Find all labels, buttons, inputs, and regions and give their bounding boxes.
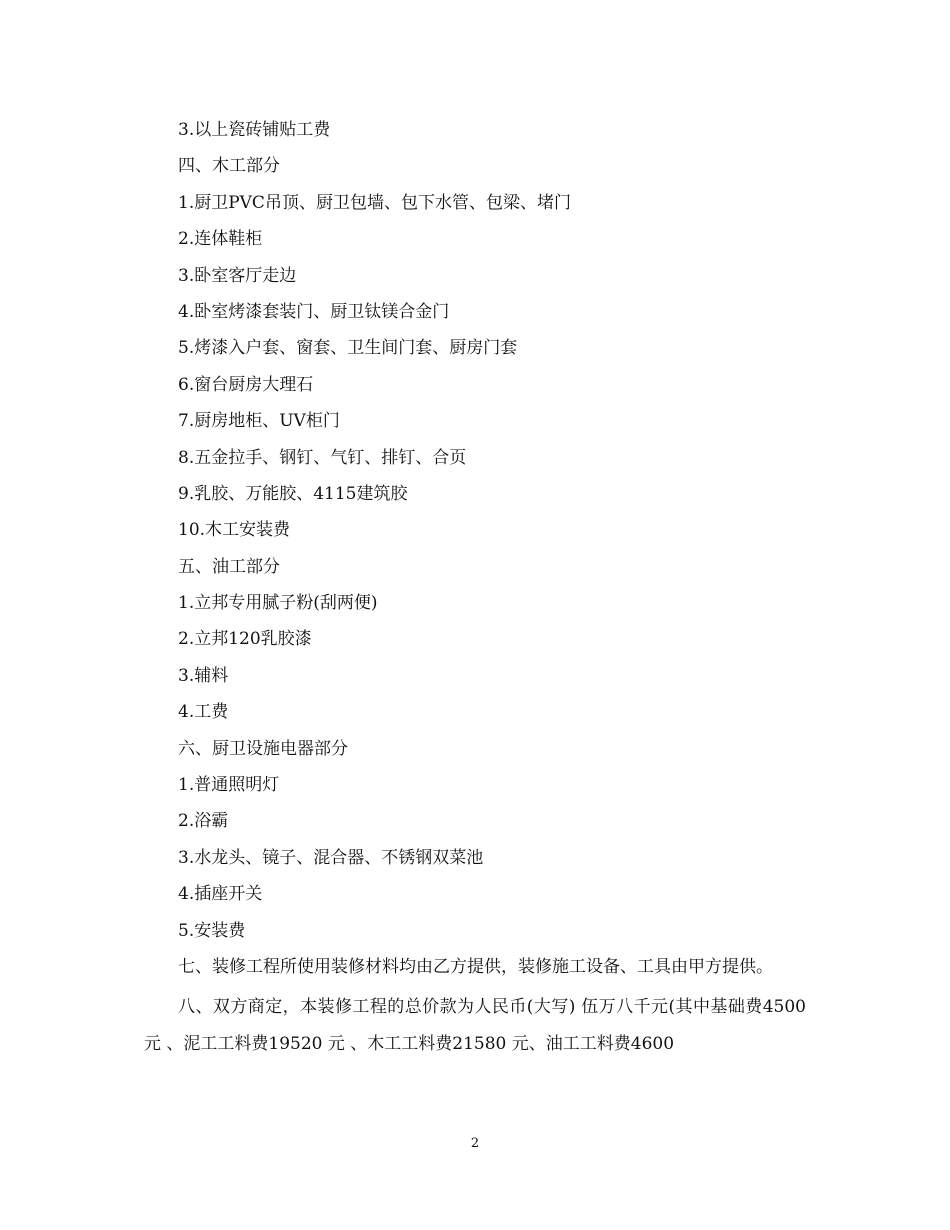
list-line: 4.卧室烤漆套装门、厨卫钛镁合金门 (178, 301, 450, 322)
list-line: 3.水龙头、镜子、混合器、不锈钢双菜池 (178, 847, 484, 868)
paragraph-eight: 八、双方商定，本装修工程的总价款为人民币(大写) 伍万八千元(其中基础费4500元 、泥工工料费19520 元 、木工工料费21580 元、油工工料费4600 (144, 997, 806, 1054)
list-line: 2.立邦120乳胶漆 (178, 629, 312, 650)
list-line: 7.厨房地柜、UV柜门 (178, 411, 340, 432)
document-body (144, 112, 806, 1062)
list-line: 10.木工安装费 (178, 520, 291, 541)
list-line: 2.连体鞋柜 (178, 229, 263, 250)
list-line: 4.插座开关 (178, 884, 263, 905)
section-heading: 四、木工部分 (178, 156, 280, 177)
list-line: 5.安装费 (178, 920, 246, 941)
list-line: 9.乳胶、万能胶、4115建筑胶 (178, 483, 408, 504)
list-line: 1.厨卫PVC吊顶、厨卫包墙、包下水管、包梁、堵门 (178, 192, 571, 213)
list-line: 2.浴霸 (178, 811, 229, 832)
list-line: 3.卧室客厅走边 (178, 265, 297, 286)
paragraph-seven: 七、装修工程所使用装修材料均由乙方提供，装修施工设备、工具由甲方提供。 (178, 956, 773, 977)
list-line: 8.五金拉手、钢钉、气钉、排钉、合页 (178, 447, 467, 468)
section-heading: 五、油工部分 (178, 556, 280, 577)
section-heading: 六、厨卫设施电器部分 (178, 738, 348, 759)
list-line: 5.烤漆入户套、窗套、卫生间门套、厨房门套 (178, 338, 518, 359)
list-line: 4.工费 (178, 702, 229, 723)
list-line: 3.辅料 (178, 665, 229, 686)
list-line: 6.窗台厨房大理石 (178, 374, 314, 395)
list-line: 1.普通照明灯 (178, 775, 280, 796)
list-line: 3.以上瓷砖铺贴工费 (178, 120, 331, 140)
page-number: 2 (470, 1136, 480, 1151)
list-line: 1.立邦专用腻子粉(刮两便) (178, 593, 378, 614)
